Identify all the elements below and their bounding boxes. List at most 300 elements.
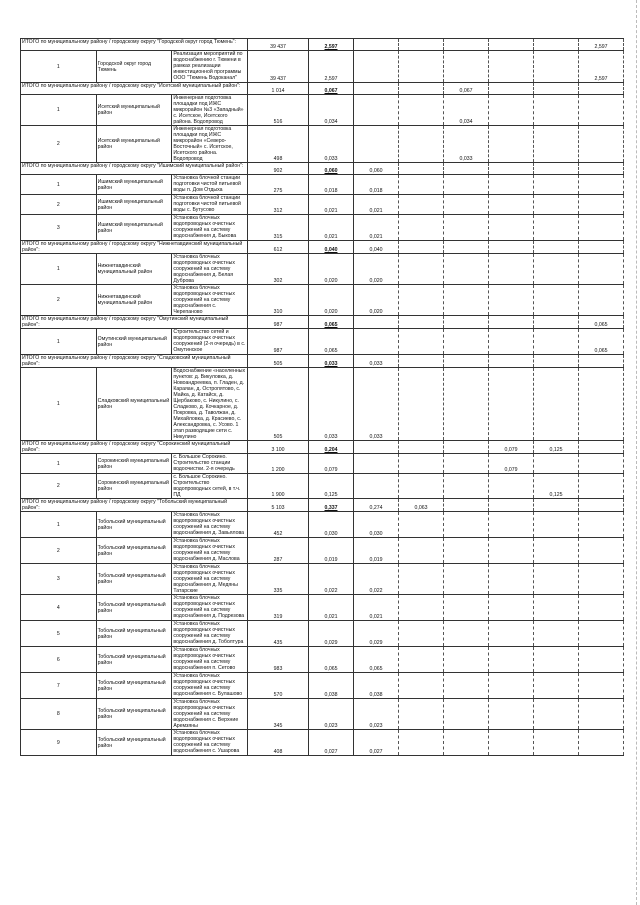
year-value: 0,020	[354, 254, 399, 285]
table-row	[21, 195, 624, 215]
amount-value: 0,060	[309, 163, 354, 175]
amount-value: 0,125	[309, 474, 354, 499]
year-value	[534, 647, 579, 673]
table-row	[21, 285, 624, 316]
row-number: 2	[21, 126, 97, 163]
amount-value: 2,597	[309, 51, 354, 83]
year-value	[354, 39, 399, 51]
year-value: 0,065	[354, 647, 399, 673]
year-value	[444, 699, 489, 730]
year-value	[534, 564, 579, 595]
table-row	[21, 215, 624, 241]
amount-value: 0,020	[309, 285, 354, 316]
year-value	[399, 126, 444, 163]
year-value	[444, 595, 489, 621]
year-value: 0,040	[354, 241, 399, 254]
year-value: 0,027	[354, 730, 399, 756]
district-name: Исетский муниципальный район	[96, 126, 172, 163]
cost-value: 505	[248, 355, 309, 368]
cost-value: 987	[248, 316, 309, 329]
year-value	[579, 441, 624, 454]
table-row	[21, 51, 624, 83]
total-label: ИТОГО по муниципальному району / городскому округу "Сладковский муниципальный район":	[21, 355, 248, 368]
year-value	[579, 83, 624, 95]
year-value: 0,274	[354, 499, 399, 512]
total-label: ИТОГО по муниципальному району / городскому округу "Омутинский муниципальный район":	[21, 316, 248, 329]
year-value	[444, 621, 489, 647]
year-value	[579, 95, 624, 126]
cost-value: 408	[248, 730, 309, 756]
row-number: 3	[21, 215, 97, 241]
total-row	[21, 499, 624, 512]
cost-value: 1 900	[248, 474, 309, 499]
scan-edge-marks	[633, 0, 637, 905]
year-value	[489, 730, 534, 756]
district-name: Ишимский муниципальный район	[96, 195, 172, 215]
year-value	[354, 316, 399, 329]
year-value	[444, 195, 489, 215]
cost-value: 275	[248, 175, 309, 195]
year-value: 0,060	[354, 163, 399, 175]
year-value	[399, 254, 444, 285]
year-value	[399, 163, 444, 175]
year-value	[579, 195, 624, 215]
amount-value: 0,029	[309, 621, 354, 647]
table-row	[21, 621, 624, 647]
amount-value: 0,038	[309, 673, 354, 699]
table-row	[21, 254, 624, 285]
cost-value: 452	[248, 512, 309, 538]
year-value	[444, 538, 489, 564]
row-number: 1	[21, 254, 97, 285]
year-value	[579, 368, 624, 441]
year-value	[579, 126, 624, 163]
year-value	[444, 316, 489, 329]
total-row	[21, 39, 624, 51]
year-value	[399, 316, 444, 329]
year-value	[534, 595, 579, 621]
year-value: 0,033	[444, 126, 489, 163]
year-value: 0,079	[489, 441, 534, 454]
year-value	[489, 163, 534, 175]
year-value	[444, 647, 489, 673]
total-row	[21, 355, 624, 368]
district-name: Тобольский муниципальный район	[96, 673, 172, 699]
district-name: Тобольский муниципальный район	[96, 512, 172, 538]
year-value	[444, 454, 489, 474]
total-row	[21, 441, 624, 454]
year-value	[399, 51, 444, 83]
total-label: ИТОГО по муниципальному району / городскому округу "Тобольский муниципальный район":	[21, 499, 248, 512]
year-value	[354, 83, 399, 95]
cost-value: 516	[248, 95, 309, 126]
cost-value: 310	[248, 285, 309, 316]
row-number: 1	[21, 175, 97, 195]
year-value: 0,038	[354, 673, 399, 699]
project-description: Инженерная подготовка площадки под ИЖС микрорайон «Северо-Восточный» с. Исетское, Исетского района. Водопровод	[172, 126, 248, 163]
cost-value: 39 437	[248, 39, 309, 51]
year-value	[534, 285, 579, 316]
table-row	[21, 564, 624, 595]
year-value	[534, 329, 579, 355]
year-value: 0,030	[354, 512, 399, 538]
year-value	[579, 254, 624, 285]
row-number: 4	[21, 595, 97, 621]
total-label: ИТОГО по муниципальному району / городскому округу "Ишимский муниципальный район":	[21, 163, 248, 175]
year-value	[534, 195, 579, 215]
row-number: 1	[21, 368, 97, 441]
year-value	[444, 564, 489, 595]
year-value	[399, 538, 444, 564]
year-value	[534, 241, 579, 254]
district-name: Омутинский муниципальный район	[96, 329, 172, 355]
year-value	[534, 51, 579, 83]
year-value	[489, 241, 534, 254]
year-value: 0,019	[354, 538, 399, 564]
year-value	[399, 730, 444, 756]
year-value	[534, 538, 579, 564]
district-name: Исетский муниципальный район	[96, 95, 172, 126]
year-value	[354, 441, 399, 454]
year-value	[489, 254, 534, 285]
table-row	[21, 647, 624, 673]
amount-value: 0,034	[309, 95, 354, 126]
year-value	[444, 215, 489, 241]
year-value	[579, 474, 624, 499]
district-name: Сорокинский муниципальный район	[96, 454, 172, 474]
year-value	[489, 512, 534, 538]
cost-value: 302	[248, 254, 309, 285]
row-number: 2	[21, 538, 97, 564]
year-value	[444, 163, 489, 175]
year-value	[534, 126, 579, 163]
year-value	[399, 699, 444, 730]
district-name: Нижнетавдинский муниципальный район	[96, 254, 172, 285]
year-value	[489, 538, 534, 564]
year-value	[444, 512, 489, 538]
year-value	[579, 621, 624, 647]
year-value	[444, 355, 489, 368]
year-value: 0,067	[444, 83, 489, 95]
year-value	[489, 83, 534, 95]
year-value	[444, 39, 489, 51]
year-value	[354, 454, 399, 474]
year-value	[534, 215, 579, 241]
district-name: Тобольский муниципальный район	[96, 647, 172, 673]
cost-value: 570	[248, 673, 309, 699]
year-value	[444, 241, 489, 254]
year-value	[534, 621, 579, 647]
year-value	[399, 454, 444, 474]
year-value	[489, 699, 534, 730]
year-value	[534, 254, 579, 285]
amount-value: 0,021	[309, 195, 354, 215]
year-value	[444, 329, 489, 355]
row-number: 2	[21, 195, 97, 215]
amount-value: 0,065	[309, 316, 354, 329]
row-number: 6	[21, 647, 97, 673]
data-table	[20, 38, 624, 756]
year-value: 2,597	[579, 39, 624, 51]
district-name: Тобольский муниципальный район	[96, 699, 172, 730]
year-value	[579, 499, 624, 512]
year-value	[489, 368, 534, 441]
year-value	[579, 595, 624, 621]
table-row	[21, 673, 624, 699]
project-description: Установка блочной станции подготовки чистой питьевой воды с. Бутусово	[172, 195, 248, 215]
table-row	[21, 538, 624, 564]
year-value	[489, 95, 534, 126]
amount-value: 0,033	[309, 368, 354, 441]
table-row	[21, 329, 624, 355]
year-value	[399, 39, 444, 51]
year-value	[534, 673, 579, 699]
year-value	[489, 329, 534, 355]
year-value: 0,034	[444, 95, 489, 126]
district-name: Сладковский муниципальный район	[96, 368, 172, 441]
year-value: 0,063	[399, 499, 444, 512]
district-name: Тобольский муниципальный район	[96, 538, 172, 564]
year-value	[489, 39, 534, 51]
year-value: 0,033	[354, 368, 399, 441]
cost-value: 312	[248, 195, 309, 215]
amount-value: 0,033	[309, 126, 354, 163]
amount-value: 0,337	[309, 499, 354, 512]
year-value: 0,021	[354, 215, 399, 241]
year-value	[444, 368, 489, 441]
row-number: 2	[21, 474, 97, 499]
table-body	[21, 39, 624, 756]
year-value	[444, 441, 489, 454]
cost-value: 987	[248, 329, 309, 355]
year-value	[579, 215, 624, 241]
district-name: Городской округ город Тюмень	[96, 51, 172, 83]
cost-value: 983	[248, 647, 309, 673]
year-value	[399, 647, 444, 673]
year-value	[489, 126, 534, 163]
year-value	[534, 355, 579, 368]
table-row	[21, 474, 624, 499]
table-row	[21, 175, 624, 195]
table-row	[21, 368, 624, 441]
project-description: Установка блочных водопроводных очистных сооружений на систему водоснабжения с. Черепаново	[172, 285, 248, 316]
year-value: 0,018	[354, 175, 399, 195]
amount-value: 0,023	[309, 699, 354, 730]
project-description: Установка блочных водопроводных очистных сооружений на систему водоснабжения с. Булашово	[172, 673, 248, 699]
year-value	[489, 595, 534, 621]
year-value	[534, 499, 579, 512]
cost-value: 5 103	[248, 499, 309, 512]
cost-value: 335	[248, 564, 309, 595]
year-value: 0,023	[354, 699, 399, 730]
row-number: 1	[21, 51, 97, 83]
table-row	[21, 595, 624, 621]
year-value	[534, 730, 579, 756]
year-value	[579, 175, 624, 195]
project-description: Установка блочных водопроводных очистных сооружений на систему водоснабжения д. Маслова	[172, 538, 248, 564]
year-value	[534, 512, 579, 538]
year-value: 0,022	[354, 564, 399, 595]
project-description: Установка блочных водопроводных очистных сооружений на систему водоснабжения д. Белая Дуброва	[172, 254, 248, 285]
year-value	[354, 329, 399, 355]
year-value	[399, 441, 444, 454]
amount-value: 0,030	[309, 512, 354, 538]
year-value: 0,125	[534, 474, 579, 499]
year-value	[534, 316, 579, 329]
year-value	[399, 83, 444, 95]
cost-value: 1 014	[248, 83, 309, 95]
year-value	[489, 499, 534, 512]
amount-value: 0,067	[309, 83, 354, 95]
year-value: 0,065	[579, 329, 624, 355]
total-row	[21, 83, 624, 95]
amount-value: 0,018	[309, 175, 354, 195]
year-value: 0,079	[489, 454, 534, 474]
year-value	[489, 215, 534, 241]
district-name: Тобольский муниципальный район	[96, 564, 172, 595]
cost-value: 612	[248, 241, 309, 254]
year-value	[354, 474, 399, 499]
project-description: Установка блочной станции подготовки чистой питьевой воды п. Дом Отдыха	[172, 175, 248, 195]
year-value	[489, 175, 534, 195]
district-name: Ишимский муниципальный район	[96, 215, 172, 241]
year-value	[444, 474, 489, 499]
table-row	[21, 95, 624, 126]
row-number: 2	[21, 285, 97, 316]
year-value	[354, 51, 399, 83]
year-value	[399, 175, 444, 195]
table-row	[21, 454, 624, 474]
year-value	[579, 730, 624, 756]
district-name: Сорокинский муниципальный район	[96, 474, 172, 499]
year-value	[489, 621, 534, 647]
project-description: Установка блочных водопроводных очистных сооружений на систему водоснабжения п. Сетово	[172, 647, 248, 673]
row-number: 3	[21, 564, 97, 595]
year-value	[399, 368, 444, 441]
row-number: 9	[21, 730, 97, 756]
amount-value: 0,204	[309, 441, 354, 454]
table-row	[21, 126, 624, 163]
year-value	[444, 254, 489, 285]
year-value	[489, 673, 534, 699]
year-value	[534, 699, 579, 730]
district-name: Ишимский муниципальный район	[96, 175, 172, 195]
amount-value: 2,597	[309, 39, 354, 51]
amount-value: 0,019	[309, 538, 354, 564]
total-row	[21, 163, 624, 175]
amount-value: 0,065	[309, 329, 354, 355]
year-value	[534, 163, 579, 175]
year-value	[399, 564, 444, 595]
year-value	[579, 355, 624, 368]
amount-value: 0,040	[309, 241, 354, 254]
cost-value: 319	[248, 595, 309, 621]
amount-value: 0,079	[309, 454, 354, 474]
cost-value: 3 100	[248, 441, 309, 454]
year-value	[489, 355, 534, 368]
year-value	[579, 647, 624, 673]
year-value	[579, 163, 624, 175]
project-description: Установка блочных водопроводных очистных сооружений на систему водоснабжения д. Завьялова	[172, 512, 248, 538]
year-value	[399, 474, 444, 499]
year-value	[399, 95, 444, 126]
project-description: Установка блочных водопроводных очистных сооружений на систему водоснабжения д. Медяны Татарские	[172, 564, 248, 595]
year-value	[534, 83, 579, 95]
year-value: 0,033	[354, 355, 399, 368]
year-value	[444, 673, 489, 699]
district-name: Тобольский муниципальный район	[96, 595, 172, 621]
year-value	[444, 285, 489, 316]
year-value	[399, 285, 444, 316]
year-value: 0,125	[534, 441, 579, 454]
project-description: Реализация мероприятий по водоснабжению г. Тюмени в рамках реализации инвестиционной программы ООО "Тюмень Водоканал"	[172, 51, 248, 83]
year-value	[489, 564, 534, 595]
row-number: 1	[21, 512, 97, 538]
year-value: 0,065	[579, 316, 624, 329]
district-name: Тобольский муниципальный район	[96, 621, 172, 647]
year-value	[399, 215, 444, 241]
row-number: 1	[21, 329, 97, 355]
amount-value: 0,027	[309, 730, 354, 756]
cost-value: 498	[248, 126, 309, 163]
total-row	[21, 316, 624, 329]
year-value	[444, 175, 489, 195]
year-value	[444, 730, 489, 756]
cost-value: 1 200	[248, 454, 309, 474]
amount-value: 0,020	[309, 254, 354, 285]
year-value	[399, 512, 444, 538]
year-value	[579, 454, 624, 474]
total-label: ИТОГО по муниципальному району / городскому округу "Исетский муниципальный район":	[21, 83, 248, 95]
year-value	[489, 316, 534, 329]
year-value	[534, 95, 579, 126]
amount-value: 0,021	[309, 215, 354, 241]
year-value	[489, 474, 534, 499]
year-value	[579, 538, 624, 564]
year-value	[489, 195, 534, 215]
year-value	[399, 329, 444, 355]
year-value	[354, 95, 399, 126]
total-label: ИТОГО по муниципальному району / городскому округу "Городской округ город Тюмень":	[21, 39, 248, 51]
table-row	[21, 699, 624, 730]
cost-value: 435	[248, 621, 309, 647]
amount-value: 0,065	[309, 647, 354, 673]
year-value: 0,029	[354, 621, 399, 647]
year-value: 0,021	[354, 195, 399, 215]
district-name: Нижнетавдинский муниципальный район	[96, 285, 172, 316]
project-description: Установка блочных водопроводных очистных сооружений на систему водоснабжения с. Верхние Аремзяны	[172, 699, 248, 730]
cost-value: 315	[248, 215, 309, 241]
year-value: 0,020	[354, 285, 399, 316]
project-description: Установка блочных водопроводных очистных сооружений на систему водоснабжения д. Подрезова	[172, 595, 248, 621]
total-row	[21, 241, 624, 254]
year-value	[579, 512, 624, 538]
district-name: Тобольский муниципальный район	[96, 730, 172, 756]
year-value	[534, 39, 579, 51]
row-number: 7	[21, 673, 97, 699]
amount-value: 0,033	[309, 355, 354, 368]
cost-value: 902	[248, 163, 309, 175]
year-value	[579, 699, 624, 730]
project-description: Инженерная подготовка площадки под ИЖС микрорайон №3 «Западный» с. Исетское, Исетского района. Водопровод	[172, 95, 248, 126]
project-description: Водоснабжение «населенных пунктов: д. Викуловка, д. Новоандреевка, п. Гладен, д. Караяан, д. Остропятово, с. Майка, д. Катайск, д. Щербаково, с. Никулино, с. Сладково, д. Кочкарное, д. Покровка, д. Таволжан, д. Михайловка, д. Красиево, с. Александровка, с. Усово. 1 этап разводящие сети с. Никулино	[172, 368, 248, 441]
year-value	[534, 175, 579, 195]
project-description: Строительство сетей и водопроводных очистных сооружений (2-я очередь) в с. Омутинское	[172, 329, 248, 355]
project-description: с. Большое Сорокино. Строительство станции водоочистки. 2-я очередь	[172, 454, 248, 474]
year-value	[579, 285, 624, 316]
year-value	[534, 454, 579, 474]
row-number: 8	[21, 699, 97, 730]
